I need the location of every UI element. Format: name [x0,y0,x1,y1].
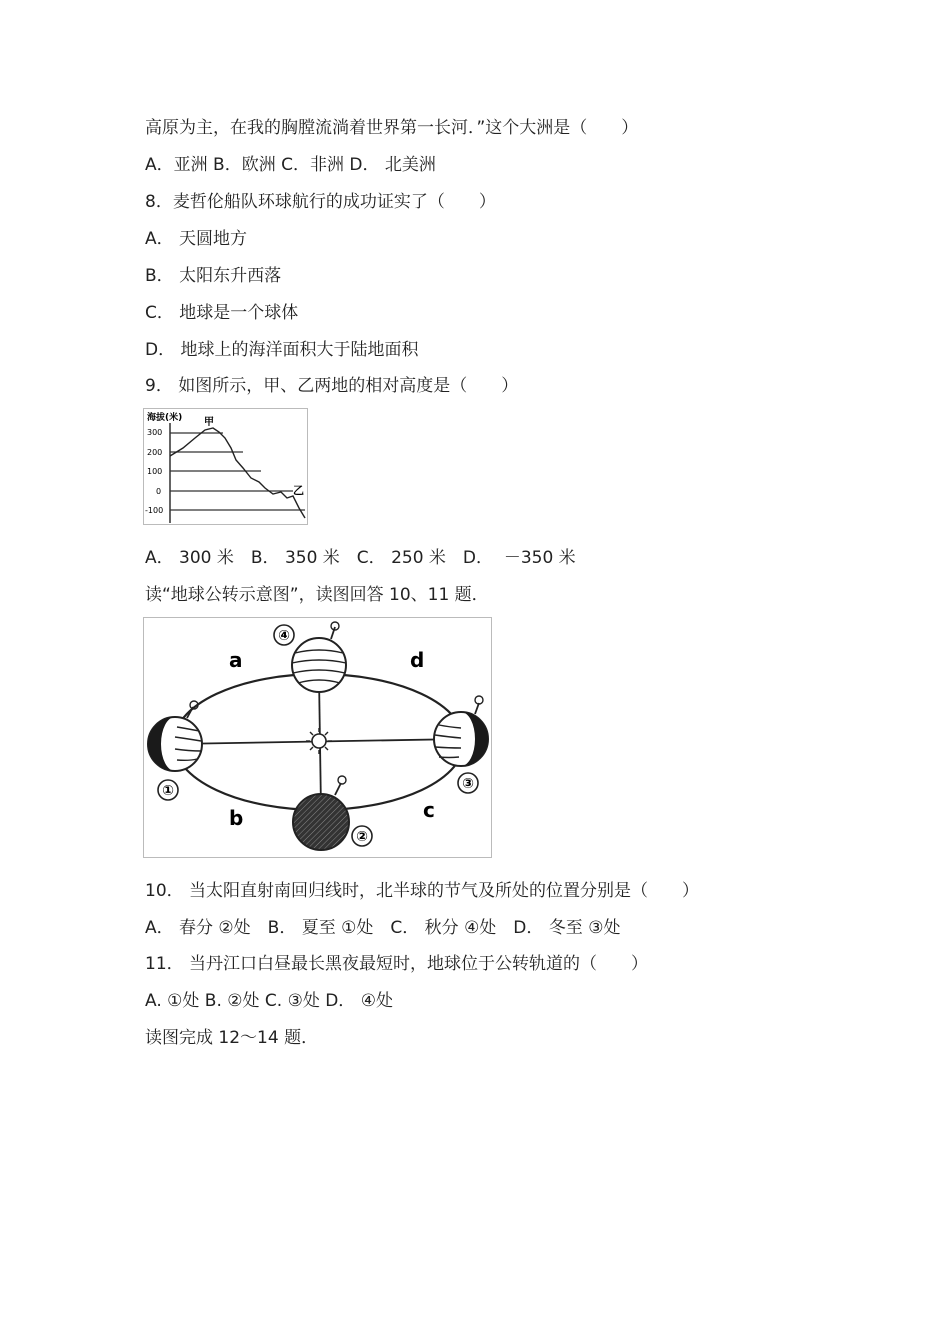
question-8: 8．麦哲伦船队环球航行的成功证实了（ ） [145,192,496,212]
reading-prompt-10-11: 读“地球公转示意图”，读图回答 10、11 题． [145,585,489,605]
orbit-segment-c: c [423,798,435,822]
tick-100: 100 [147,467,163,476]
position-label-3: ③ [462,776,474,792]
tick-300: 300 [147,428,163,437]
orbit-segment-d: d [410,648,425,672]
position-label-2: ② [356,829,368,845]
tick-0: 0 [156,487,162,496]
question-11-options: A. ①处 B. ②处 C. ③处 D． ④处 [145,991,393,1011]
tick-minus-100: -100 [145,506,164,515]
peak-label-jia: 甲 [204,417,214,428]
question-8-option-d: D． 地球上的海洋面积大于陆地面积 [145,340,419,360]
valley-label-yi: 乙 [293,484,304,497]
question-11: 11． 当丹江口白昼最长黑夜最短时，地球位于公转轨道的（ ） [145,954,649,974]
tick-200: 200 [147,448,163,457]
earth-revolution-diagram [143,617,493,859]
elevation-profile-figure [143,408,309,526]
orbit-segment-a: a [229,648,243,672]
question-9: 9． 如图所示，甲、乙两地的相对高度是（ ） [145,376,519,396]
question-8-option-b: B． 太阳东升西落 [145,266,282,286]
elevation-axis-title: 海拔(米) [147,413,183,423]
question-7-options: A．亚洲 B．欧洲 C．非洲 D． 北美洲 [145,155,436,175]
question-8-option-a: A． 天圆地方 [145,229,248,249]
question-10-options: A． 春分 ②处 B． 夏至 ①处 C． 秋分 ④处 D． 冬至 ③处 [145,918,621,938]
orbit-segment-b: b [229,806,244,830]
question-10: 10． 当太阳直射南回归线时，北半球的节气及所处的位置分别是（ ） [145,881,700,901]
question-8-option-c: C． 地球是一个球体 [145,303,299,323]
question-9-options: A． 300 米 B． 350 米 C． 250 米 D． －350 米 [145,548,576,568]
reading-prompt-12-14: 读图完成 12～14 题． [145,1028,319,1048]
position-label-4: ④ [278,628,290,644]
question-7-continued: 高原为主，在我的胸膛流淌着世界第一长河．”这个大洲是（ ） [145,118,639,138]
position-label-1: ① [162,783,174,799]
